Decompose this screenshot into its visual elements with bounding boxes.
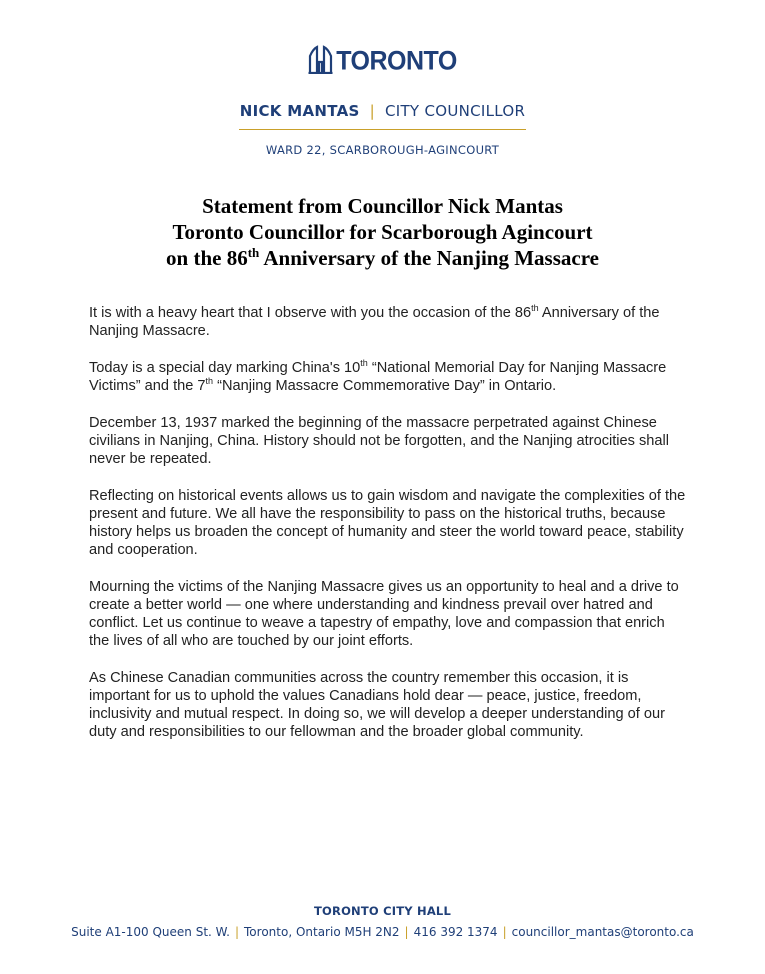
toronto-city-hall-logo-icon: [308, 44, 333, 74]
title-line-3-post: Anniversary of the Nanjing Massacre: [259, 246, 599, 270]
logo-wordmark: TORONTO: [336, 45, 457, 77]
title-line-3: [0, 245, 765, 271]
title-line-1: Statement from Councillor Nick Mantas: [202, 194, 563, 218]
title-line-2: Toronto Councillor for Scarborough Agincourt: [172, 220, 593, 244]
paragraph-1-sup: th: [531, 303, 539, 314]
letter-footer: [0, 904, 765, 939]
footer-title: TORONTO CITY HALL: [314, 904, 451, 918]
footer-separator: |: [234, 925, 240, 939]
councillor-name: NICK MANTAS: [239, 102, 360, 120]
toronto-logo: [308, 38, 457, 77]
paragraph-2-post: “Nanjing Massacre Commemorative Day” in Ontario.: [213, 378, 557, 394]
paragraph-2-mid: “National Memorial Day for Nanjing Massacre Victims” and the 7: [89, 360, 667, 394]
councillor-role: CITY COUNCILLOR: [384, 102, 526, 120]
statement-title: [0, 193, 765, 271]
ward-label: WARD 22, SCARBOROUGH-AGINCOURT: [265, 143, 500, 157]
councillor-title-line: [0, 102, 765, 120]
statement-body: [89, 304, 689, 760]
title-separator: |: [369, 102, 375, 120]
paragraph-1-post: Anniversary of the Nanjing Massacre.: [89, 305, 660, 339]
footer-contact-line: [0, 925, 765, 939]
paragraph-2-sup-1: th: [360, 358, 368, 369]
title-line-3-sup: th: [247, 245, 260, 260]
footer-email-link[interactable]: councillor_mantas@toronto.ca: [511, 925, 694, 939]
paragraph-3: December 13, 1937 marked the beginning of the massacre perpetrated against Chinese civilians in Nanjing, China. History should not be forgotten, and the Nanjing atrocities shall never be repeated.: [89, 415, 670, 467]
footer-city: Toronto, Ontario M5H 2N2: [244, 925, 400, 939]
title-line-3-pre: on the 86: [166, 246, 248, 270]
paragraph-1-pre: It is with a heavy heart that I observe with you the occasion of the 86: [89, 305, 532, 321]
footer-phone: 416 392 1374: [413, 925, 498, 939]
paragraph-1: [89, 304, 689, 340]
paragraph-2-sup-2: th: [205, 376, 214, 387]
letterhead: [0, 38, 765, 157]
paragraph-6: As Chinese Canadian communities across the country remember this occasion, it is important for us to uphold the values Canadians hold dear — peace, justice, freedom, inclusivity and mutual respect. In doing so, we will develop a deeper understanding of our duty and responsibilities to our fellowman and the broader global community.: [89, 670, 665, 740]
paragraph-2: [89, 359, 689, 395]
paragraph-2-pre: Today is a special day marking China's 10: [89, 360, 361, 376]
gold-divider: [239, 129, 526, 130]
paragraph-5: Mourning the victims of the Nanjing Massacre gives us an opportunity to heal and a drive to create a better world — one where understanding and kindness prevail over hatred and conflict. Let us continue to weave a tapestry of empathy, love and compassion that enrich the lives of all who are touched by our joint efforts.: [89, 579, 679, 649]
footer-address: Suite A1-100 Queen St. W.: [71, 925, 230, 939]
footer-separator: |: [404, 925, 409, 939]
footer-separator: |: [502, 925, 507, 939]
paragraph-4: Reflecting on historical events allows us to gain wisdom and navigate the complexities of the present and future. We all have the responsibility to pass on the historical truths, because history helps us broaden the concept of humanity and steer the world toward peace, stability and cooperation.: [89, 488, 686, 558]
